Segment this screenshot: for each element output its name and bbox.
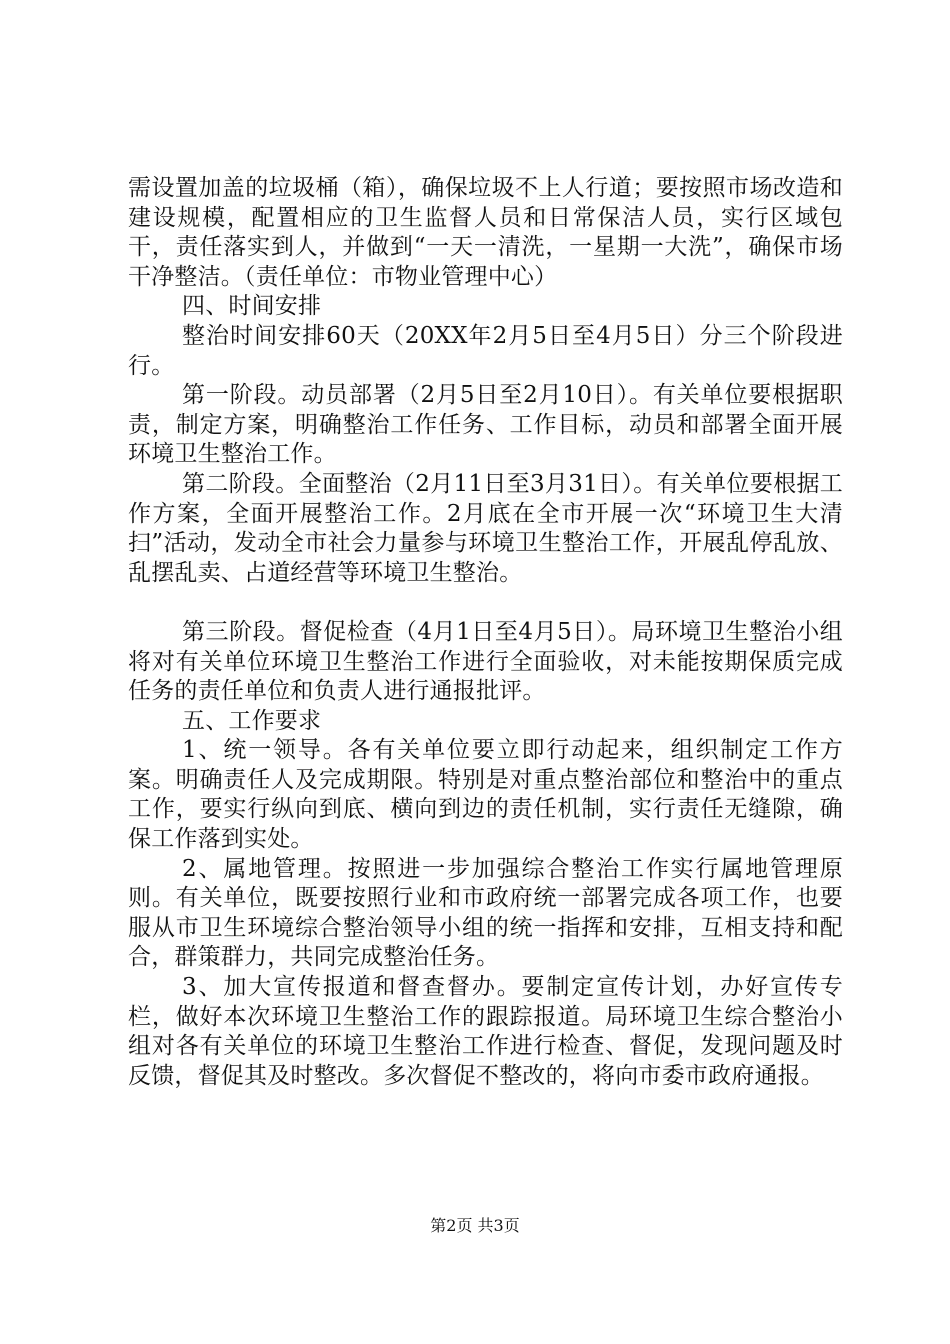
paragraph-phase-two: 第二阶段。全面整治（2月11日至3月31日）。有关单位要根据工作方案，全面开展整治工作。2月底在全市开展一次“环境卫生大清扫”活动，发动全市社会力量参与环境卫生整治工作，开展乱停乱放、乱摆乱卖、占道经营等环境卫生整治。 — [128, 470, 843, 586]
page-number-footer: 第2页 共3页 — [430, 1216, 520, 1235]
paragraph-market-sanitation: 需设置加盖的垃圾桶（箱），确保垃圾不上人行道；要按照市场改造和建设规模，配置相应的卫生监督人员和日常保洁人员，实行区域包干，责任落实到人，并做到“一天一清洗，一星期一大洗”，确保市场干净整洁。（责任单位：市物业管理中心） — [128, 175, 843, 290]
paragraph-phase-one: 第一阶段。动员部署（2月5日至2月10日）。有关单位要根据职责，制定方案，明确整治工作任务、工作目标，动员和部署全面开展环境卫生整治工作。 — [128, 382, 843, 468]
paragraph-requirement-one: 1、统一领导。各有关单位要立即行动起来，组织制定工作方案。明确责任人及完成期限。特别是对重点整治部位和整治中的重点工作，要实行纵向到底、横向到边的责任机制，实行责任无缝隙，确保工作落到实处。 — [128, 737, 843, 853]
paragraph-requirement-two: 2、属地管理。按照进一步加强综合整治工作实行属地管理原则。有关单位，既要按照行业和市政府统一部署完成各项工作，也要服从市卫生环境综合整治领导小组的统一指挥和安排，互相支持和配合，群策群力，共同完成整治任务。 — [128, 855, 843, 971]
section-heading-schedule: 四、时间安排 — [182, 293, 322, 320]
paragraph-phase-three: 第三阶段。督促检查（4月1日至4月5日）。局环境卫生整治小组将对有关单位环境卫生整治工作进行全面验收，对未能按期保质完成任务的责任单位和负责人进行通报批评。 — [128, 618, 843, 705]
paragraph-schedule-overview: 整治时间安排60天（20XX年2月5日至4月5日）分三个阶段进行。 — [128, 322, 843, 379]
paragraph-requirement-three: 3、加大宣传报道和督查督办。要制定宣传计划，办好宣传专栏，做好本次环境卫生整治工作的跟踪报道。局环境卫生综合整治小组对各有关单位的环境卫生整治工作进行检查、督促，发现问题及时反馈，督促其及时整改。多次督促不整改的，将向市委市政府通报。 — [128, 974, 843, 1089]
section-heading-requirements: 五、工作要求 — [182, 707, 322, 734]
document-body — [128, 174, 843, 1091]
